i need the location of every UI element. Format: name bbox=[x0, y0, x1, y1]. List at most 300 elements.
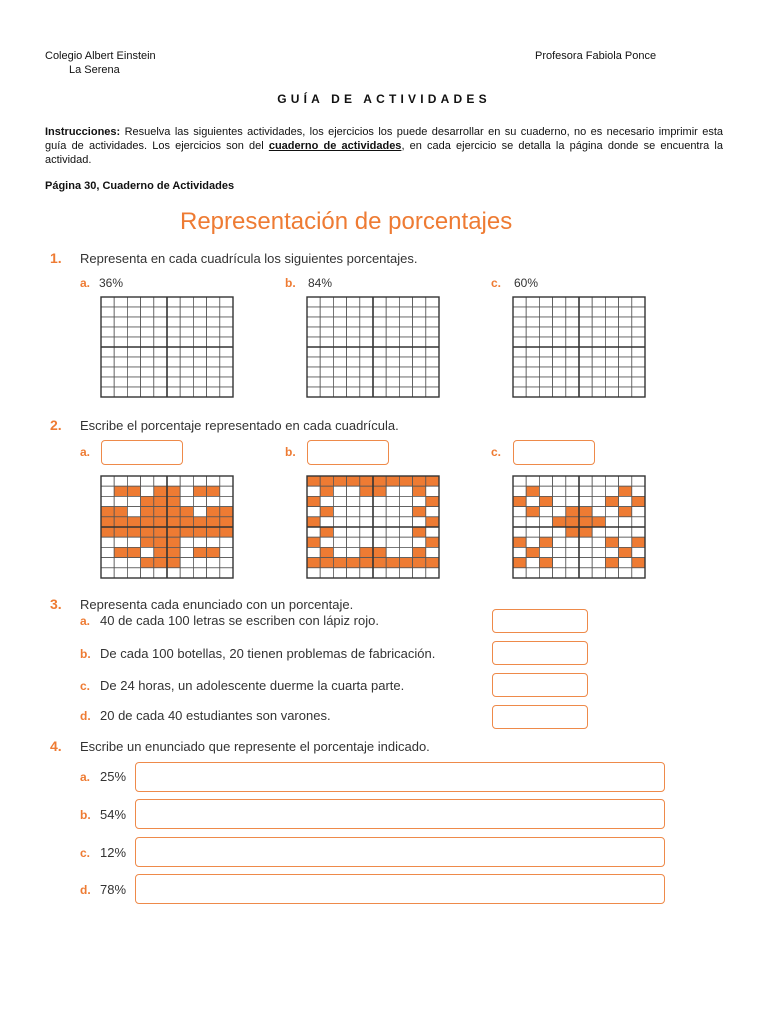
grid-cell bbox=[592, 558, 605, 568]
grid-cell bbox=[553, 496, 566, 506]
grid-cell-filled bbox=[127, 486, 140, 496]
grid-cell bbox=[592, 496, 605, 506]
grid-cell bbox=[592, 307, 605, 317]
grid-cell bbox=[566, 387, 579, 397]
grid-cell bbox=[207, 357, 220, 367]
grid-cell bbox=[307, 377, 320, 387]
q4c-value: 12% bbox=[100, 845, 127, 860]
grid-cell-filled bbox=[526, 486, 539, 496]
grid-cell bbox=[114, 297, 127, 307]
grid-cell bbox=[605, 327, 618, 337]
grid-cell bbox=[553, 347, 566, 357]
grid-cell bbox=[220, 387, 233, 397]
grid-cell-filled bbox=[526, 547, 539, 557]
grid-cell bbox=[513, 307, 526, 317]
grid-cell bbox=[619, 377, 632, 387]
grid-cell bbox=[592, 327, 605, 337]
grid-cell bbox=[386, 317, 399, 327]
grid-cell bbox=[399, 307, 412, 317]
grid-cell bbox=[539, 327, 552, 337]
grid-cell bbox=[307, 547, 320, 557]
grid-cell bbox=[347, 527, 360, 537]
grid-cell bbox=[526, 527, 539, 537]
grid-cell bbox=[426, 568, 439, 578]
grid-cell bbox=[347, 517, 360, 527]
q4b-letter: b. bbox=[80, 808, 91, 822]
grid-cell bbox=[605, 367, 618, 377]
grid-cell bbox=[386, 387, 399, 397]
grid-cell-filled bbox=[360, 486, 373, 496]
grid-cell bbox=[220, 297, 233, 307]
grid-cell bbox=[127, 307, 140, 317]
grid-cell bbox=[553, 558, 566, 568]
grid-cell-filled bbox=[619, 547, 632, 557]
grid-cell bbox=[579, 537, 592, 547]
grid-cell bbox=[632, 347, 645, 357]
grid-cell bbox=[193, 347, 206, 357]
grid-cell bbox=[373, 357, 386, 367]
grid-cell bbox=[114, 307, 127, 317]
grid-cell bbox=[632, 476, 645, 486]
grid-cell bbox=[539, 337, 552, 347]
grid-cell bbox=[632, 377, 645, 387]
grid-cell-filled bbox=[605, 558, 618, 568]
q2a-answer-box[interactable] bbox=[101, 440, 183, 465]
q3c-answer-box[interactable] bbox=[492, 673, 588, 697]
grid-cell-filled bbox=[141, 507, 154, 517]
grid-cell bbox=[605, 547, 618, 557]
grid-cell bbox=[426, 337, 439, 347]
grid-cell bbox=[154, 307, 167, 317]
grid-cell bbox=[413, 337, 426, 347]
grid-cell bbox=[180, 387, 193, 397]
grid-cell bbox=[605, 387, 618, 397]
grid-cell bbox=[566, 486, 579, 496]
grid-cell bbox=[333, 377, 346, 387]
grid-cell bbox=[399, 347, 412, 357]
grid-cell bbox=[101, 568, 114, 578]
grid-cell bbox=[413, 537, 426, 547]
q2b-grid bbox=[307, 476, 439, 578]
grid-cell bbox=[579, 496, 592, 506]
grid-cell bbox=[307, 357, 320, 367]
grid-cell bbox=[347, 387, 360, 397]
grid-cell bbox=[399, 486, 412, 496]
grid-cell bbox=[592, 357, 605, 367]
grid-cell bbox=[114, 537, 127, 547]
grid-cell bbox=[619, 517, 632, 527]
grid-cell bbox=[167, 317, 180, 327]
grid-cell bbox=[114, 568, 127, 578]
instructions bbox=[45, 125, 723, 167]
grid-cell bbox=[605, 568, 618, 578]
grid-cell-filled bbox=[579, 507, 592, 517]
grid-cell bbox=[333, 297, 346, 307]
grid-cell bbox=[320, 327, 333, 337]
grid-cell-filled bbox=[307, 496, 320, 506]
q4d-value: 78% bbox=[100, 882, 127, 897]
grid-cell bbox=[180, 327, 193, 337]
grid-cell bbox=[399, 507, 412, 517]
grid-cell bbox=[307, 527, 320, 537]
page-reference: Página 30, Cuaderno de Actividades bbox=[45, 180, 235, 192]
grid-cell bbox=[592, 537, 605, 547]
grid-cell-filled bbox=[154, 547, 167, 557]
grid-cell-filled bbox=[373, 486, 386, 496]
grid-cell bbox=[373, 387, 386, 397]
grid-cell-filled bbox=[579, 517, 592, 527]
grid-cell-filled bbox=[426, 496, 439, 506]
q2c-answer-box[interactable] bbox=[513, 440, 595, 465]
grid-cell bbox=[101, 357, 114, 367]
grid-cell bbox=[605, 297, 618, 307]
grid-cell bbox=[127, 507, 140, 517]
page-title: GUÍA DE ACTIVIDADES bbox=[277, 92, 491, 106]
grid-cell bbox=[553, 327, 566, 337]
grid-cell bbox=[207, 537, 220, 547]
grid-cell bbox=[592, 367, 605, 377]
grid-cell bbox=[526, 496, 539, 506]
grid-cell bbox=[526, 307, 539, 317]
grid-cell bbox=[347, 486, 360, 496]
grid-cell bbox=[579, 357, 592, 367]
grid-cell bbox=[154, 297, 167, 307]
grid-cell bbox=[426, 527, 439, 537]
grid-cell-filled bbox=[386, 476, 399, 486]
grid-cell-filled bbox=[114, 527, 127, 537]
grid-cell bbox=[127, 387, 140, 397]
grid-cell-filled bbox=[513, 558, 526, 568]
grid-cell-filled bbox=[632, 558, 645, 568]
grid-cell bbox=[360, 367, 373, 377]
grid-cell-filled bbox=[632, 496, 645, 506]
grid-cell bbox=[619, 527, 632, 537]
q3b-text: De cada 100 botellas, 20 tienen problemas de fabricación. bbox=[100, 646, 436, 661]
grid-cell bbox=[193, 387, 206, 397]
grid-cell bbox=[579, 317, 592, 327]
grid-cell bbox=[333, 317, 346, 327]
grid-cell-filled bbox=[539, 537, 552, 547]
q1a-grid[interactable] bbox=[101, 297, 233, 397]
q3a-answer-box[interactable] bbox=[492, 609, 588, 633]
grid-cell bbox=[167, 327, 180, 337]
grid-cell-filled bbox=[413, 527, 426, 537]
grid-cell-filled bbox=[632, 537, 645, 547]
grid-cell bbox=[632, 486, 645, 496]
grid-cell bbox=[579, 558, 592, 568]
q3b-answer-box[interactable] bbox=[492, 641, 588, 665]
grid-cell-filled bbox=[413, 476, 426, 486]
grid-cell bbox=[526, 537, 539, 547]
grid-cell bbox=[180, 537, 193, 547]
notebook-link[interactable]: cuaderno de actividades bbox=[268, 140, 402, 152]
grid-cell bbox=[101, 496, 114, 506]
grid-cell bbox=[127, 367, 140, 377]
grid-cell-filled bbox=[360, 547, 373, 557]
grid-cell bbox=[320, 387, 333, 397]
grid-cell bbox=[320, 337, 333, 347]
grid-cell-filled bbox=[141, 537, 154, 547]
grid-cell-filled bbox=[167, 517, 180, 527]
q1c-grid[interactable] bbox=[513, 297, 645, 397]
grid-cell bbox=[114, 377, 127, 387]
grid-cell bbox=[207, 558, 220, 568]
grid-cell-filled bbox=[347, 476, 360, 486]
grid-cell-filled bbox=[307, 517, 320, 527]
grid-cell-filled bbox=[167, 496, 180, 506]
grid-cell-filled bbox=[513, 537, 526, 547]
grid-cell bbox=[413, 367, 426, 377]
grid-cell-filled bbox=[386, 558, 399, 568]
grid-cell bbox=[114, 357, 127, 367]
q3c-letter: c. bbox=[80, 679, 91, 693]
grid-cell bbox=[513, 347, 526, 357]
grid-cell bbox=[579, 367, 592, 377]
q2a-letter: a. bbox=[80, 445, 91, 459]
grid-cell bbox=[632, 307, 645, 317]
grid-cell bbox=[566, 317, 579, 327]
grid-cell bbox=[619, 537, 632, 547]
grid-cell bbox=[347, 547, 360, 557]
grid-cell bbox=[553, 527, 566, 537]
grid-cell bbox=[307, 568, 320, 578]
grid-cell bbox=[426, 377, 439, 387]
grid-cell bbox=[526, 337, 539, 347]
grid-cell bbox=[526, 357, 539, 367]
grid-cell-filled bbox=[553, 517, 566, 527]
grid-cell-filled bbox=[307, 476, 320, 486]
school-city: La Serena bbox=[69, 64, 120, 76]
grid-cell bbox=[592, 317, 605, 327]
grid-cell bbox=[386, 507, 399, 517]
grid-cell bbox=[566, 367, 579, 377]
grid-cell bbox=[399, 377, 412, 387]
grid-cell bbox=[632, 337, 645, 347]
grid-cell bbox=[114, 476, 127, 486]
grid-cell bbox=[360, 357, 373, 367]
q4d-answer-box[interactable] bbox=[135, 874, 665, 904]
grid-cell bbox=[553, 307, 566, 317]
grid-cell bbox=[141, 357, 154, 367]
q1b-grid[interactable] bbox=[307, 297, 439, 397]
grid-cell-filled bbox=[207, 527, 220, 537]
grid-cell bbox=[320, 307, 333, 317]
grid-cell bbox=[619, 357, 632, 367]
grid-cell bbox=[307, 337, 320, 347]
grid-cell bbox=[373, 377, 386, 387]
grid-cell bbox=[307, 507, 320, 517]
grid-cell bbox=[605, 307, 618, 317]
grid-cell bbox=[347, 357, 360, 367]
grid-cell-filled bbox=[619, 507, 632, 517]
grid-cell bbox=[207, 387, 220, 397]
grid-cell-filled bbox=[579, 527, 592, 537]
grid-cell-filled bbox=[413, 547, 426, 557]
grid-cell bbox=[220, 347, 233, 357]
grid-cell bbox=[386, 377, 399, 387]
grid-cell bbox=[592, 476, 605, 486]
grid-cell bbox=[386, 327, 399, 337]
grid-cell bbox=[101, 547, 114, 557]
grid-cell bbox=[320, 347, 333, 357]
grid-cell bbox=[539, 507, 552, 517]
grid-cell bbox=[320, 377, 333, 387]
grid-cell bbox=[220, 476, 233, 486]
grid-cell bbox=[154, 568, 167, 578]
grid-cell bbox=[413, 327, 426, 337]
grid-cell bbox=[114, 347, 127, 357]
grid-cell bbox=[539, 387, 552, 397]
grid-cell bbox=[127, 537, 140, 547]
grid-cell-filled bbox=[333, 476, 346, 486]
grid-cell bbox=[399, 496, 412, 506]
grid-cell bbox=[426, 547, 439, 557]
grid-cell bbox=[373, 517, 386, 527]
grid-cell-filled bbox=[154, 507, 167, 517]
grid-cell bbox=[360, 517, 373, 527]
grid-cell bbox=[193, 377, 206, 387]
grid-cell bbox=[193, 317, 206, 327]
grid-cell bbox=[307, 367, 320, 377]
grid-cell-filled bbox=[320, 486, 333, 496]
grid-cell bbox=[553, 537, 566, 547]
grid-cell bbox=[513, 568, 526, 578]
q4a-answer-box[interactable] bbox=[135, 762, 665, 792]
grid-cell bbox=[413, 517, 426, 527]
grid-cell-filled bbox=[333, 558, 346, 568]
grid-cell bbox=[360, 307, 373, 317]
grid-cell bbox=[167, 377, 180, 387]
grid-cell bbox=[553, 317, 566, 327]
q2a-grid bbox=[101, 476, 233, 578]
q4d-letter: d. bbox=[80, 883, 91, 897]
grid-cell bbox=[386, 486, 399, 496]
grid-cell-filled bbox=[619, 486, 632, 496]
grid-cell bbox=[101, 367, 114, 377]
grid-cell bbox=[539, 297, 552, 307]
grid-cell bbox=[347, 568, 360, 578]
grid-cell bbox=[360, 387, 373, 397]
grid-cell bbox=[101, 337, 114, 347]
grid-cell bbox=[220, 568, 233, 578]
grid-cell bbox=[207, 476, 220, 486]
grid-cell bbox=[114, 558, 127, 568]
q3c-text: De 24 horas, un adolescente duerme la cuarta parte. bbox=[100, 678, 405, 693]
grid-cell bbox=[193, 307, 206, 317]
grid-cell bbox=[526, 476, 539, 486]
grid-cell bbox=[360, 317, 373, 327]
grid-cell bbox=[526, 558, 539, 568]
grid-cell-filled bbox=[154, 517, 167, 527]
grid-cell bbox=[426, 307, 439, 317]
grid-cell bbox=[566, 496, 579, 506]
grid-cell bbox=[207, 568, 220, 578]
grid-cell bbox=[566, 537, 579, 547]
grid-cell bbox=[114, 327, 127, 337]
grid-cell bbox=[360, 537, 373, 547]
grid-cell bbox=[141, 476, 154, 486]
grid-cell bbox=[426, 507, 439, 517]
grid-cell-filled bbox=[320, 476, 333, 486]
grid-cell bbox=[207, 327, 220, 337]
grid-cell bbox=[579, 377, 592, 387]
grid-cell bbox=[526, 317, 539, 327]
grid-cell bbox=[207, 347, 220, 357]
grid-cell bbox=[579, 568, 592, 578]
grid-cell bbox=[220, 357, 233, 367]
grid-cell bbox=[413, 317, 426, 327]
grid-cell bbox=[360, 377, 373, 387]
grid-cell bbox=[566, 547, 579, 557]
grid-cell-filled bbox=[413, 558, 426, 568]
grid-cell bbox=[579, 297, 592, 307]
grid-cell bbox=[399, 327, 412, 337]
grid-cell bbox=[101, 347, 114, 357]
grid-cell bbox=[553, 367, 566, 377]
q4-text: Escribe un enunciado que represente el porcentaje indicado. bbox=[80, 739, 430, 754]
q3d-answer-box[interactable] bbox=[492, 705, 588, 729]
grid-cell bbox=[413, 297, 426, 307]
grid-cell bbox=[180, 317, 193, 327]
grid-cell bbox=[220, 337, 233, 347]
q2c-letter: c. bbox=[491, 445, 502, 459]
q1a-letter: a. bbox=[80, 276, 91, 290]
grid-cell-filled bbox=[320, 547, 333, 557]
grid-cell bbox=[141, 327, 154, 337]
q4c-answer-box[interactable] bbox=[135, 837, 665, 867]
grid-cell bbox=[333, 337, 346, 347]
grid-cell bbox=[373, 297, 386, 307]
grid-cell bbox=[539, 547, 552, 557]
grid-cell bbox=[141, 387, 154, 397]
grid-cell bbox=[605, 486, 618, 496]
grid-cell bbox=[207, 496, 220, 506]
grid-cell bbox=[619, 317, 632, 327]
grid-cell-filled bbox=[360, 476, 373, 486]
grid-cell bbox=[307, 317, 320, 327]
grid-cell-filled bbox=[207, 517, 220, 527]
grid-cell bbox=[632, 507, 645, 517]
grid-cell bbox=[513, 337, 526, 347]
grid-cell bbox=[539, 486, 552, 496]
grid-cell bbox=[566, 347, 579, 357]
grid-cell bbox=[101, 558, 114, 568]
q4b-answer-box[interactable] bbox=[135, 799, 665, 829]
grid-cell-filled bbox=[141, 558, 154, 568]
grid-cell bbox=[619, 558, 632, 568]
grid-cell bbox=[347, 347, 360, 357]
q3a-letter: a. bbox=[80, 614, 91, 628]
grid-cell bbox=[553, 387, 566, 397]
grid-cell-filled bbox=[539, 496, 552, 506]
grid-cell-filled bbox=[605, 537, 618, 547]
grid-cell bbox=[539, 317, 552, 327]
grid-cell bbox=[426, 486, 439, 496]
grid-cell bbox=[526, 327, 539, 337]
grid-cell bbox=[141, 486, 154, 496]
grid-cell bbox=[413, 347, 426, 357]
grid-cell-filled bbox=[413, 486, 426, 496]
grid-cell bbox=[207, 297, 220, 307]
grid-cell-filled bbox=[207, 547, 220, 557]
grid-cell bbox=[360, 327, 373, 337]
grid-cell bbox=[566, 297, 579, 307]
grid-cell bbox=[333, 367, 346, 377]
grid-cell bbox=[193, 357, 206, 367]
q2b-answer-box[interactable] bbox=[307, 440, 389, 465]
grid-cell bbox=[632, 357, 645, 367]
grid-cell bbox=[566, 357, 579, 367]
